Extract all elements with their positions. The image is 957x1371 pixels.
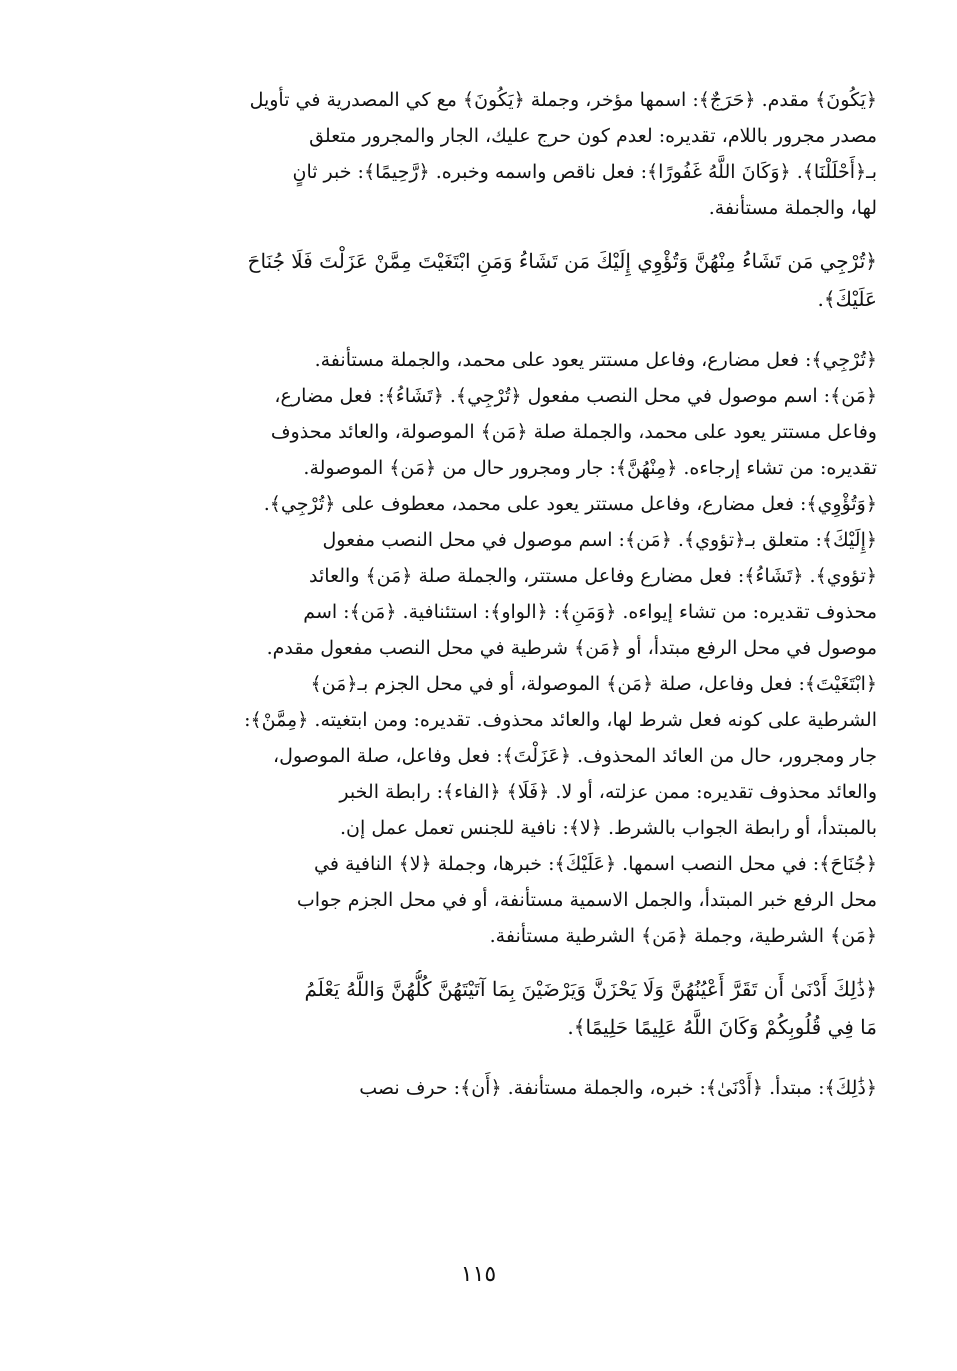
text-line: محل الرفع خبر المبتدأ، والجمل الاسمية مستأنفة، أو في محل الجزم جواب: [296, 889, 877, 911]
verse-line: مَا فِي قُلُوبِكُمْ وَكَانَ اللَّهُ عَلِيمًا حَلِيمًا﴾.: [567, 1015, 877, 1039]
text-line: الشرطية على كونه فعل شرط لها، والعائد محذوف. تقديره: ومن ابتغيته. ﴿مِمَّنْ﴾:: [244, 709, 877, 731]
text-line: وفاعل مستتر يعود على محمد، والجملة صلة ﴿مَن﴾ الموصولة، والعائد محذوف: [270, 421, 877, 443]
paragraph-1: [92, 82, 877, 226]
text-line: بالمبتدأ، أو رابطة الجواب بالشرط. ﴿لا﴾: نافية للجنس تعمل عمل إن.: [340, 817, 877, 839]
verse-line: ﴿ذَٰلِكَ أَدْنَىٰ أَن تَقَرَّ أَعْيُنُهُنَّ وَلَا يَحْزَنَّ وَيَرْضَيْنَ بِمَا آتَيْتَهُنَّ كُلُّهُنَّ وَاللَّهُ يَعْلَمُ: [304, 977, 877, 1001]
text-line: تقديره: من تشاء إرجاءه. ﴿مِنْهُنَّ﴾: جار ومجرور حال من ﴿مَن﴾ الموصولة.: [303, 457, 877, 479]
text-line: والعائد محذوف تقديره: ممن عزلته، أو لا. ﴿فَلَا﴾ ﴿الفاء﴾: رابطة الخبر: [339, 781, 877, 803]
text-line: ﴿مَن﴾: اسم موصول في محل النصب مفعول ﴿تُرْجِي﴾. ﴿تَشَاءُ﴾: فعل مضارع،: [274, 385, 877, 407]
text-line: موصول في محل الرفع مبتدأ، أو ﴿مَن﴾ شرطية في محل النصب مفعول مقدم.: [266, 637, 877, 659]
verse-line: ﴿تُرْجِي مَن تَشَاءُ مِنْهُنَّ وَتُؤْوِي إِلَيْكَ مَن تَشَاءُ وَمَنِ ابْتَغَيْتَ مِمَّنْ عَزَلْتَ فَلَا جُنَاحَ: [247, 249, 877, 273]
text-line: جار ومجرور، حال من العائد المحذوف. ﴿عَزَلْتَ﴾: فعل وفاعل، صلة الموصول،: [273, 745, 877, 767]
text-line: ﴿وَتُؤْوِي﴾: فعل مضارع، وفاعل مستتر يعود على محمد، معطوف على ﴿تُرْجِي﴾.: [263, 493, 877, 515]
text-line: ﴿تؤوي﴾. ﴿تَشَاءُ﴾: فعل مضارع وفاعل مستتر، والجملة صلة ﴿مَن﴾ والعائد: [309, 565, 877, 587]
document-page: [92, 82, 877, 1332]
text-line: ﴿يَكُونَ﴾ مقدم. ﴿حَرَجٌ﴾: اسمها مؤخر، وجملة ﴿يَكُونَ﴾ مع كي المصدرية في تأويل: [249, 89, 877, 111]
text-line: ﴿إِلَيْكَ﴾: متعلق بـ﴿تؤوي﴾. ﴿مَن﴾: اسم موصول في محل النصب مفعول: [322, 529, 877, 551]
paragraph-2: [92, 342, 877, 954]
text-line: مصدر مجرور باللام، تقديره: لعدم كون حرج عليك، الجار والمجرور متعلق: [309, 125, 877, 147]
text-line: ﴿جُنَاحَ﴾: في محل النصب اسمها. ﴿عَلَيْكَ﴾: خبرها، وجملة ﴿لا﴾ النافية في: [314, 853, 877, 875]
text-line: لها، والجملة مستأنفة.: [708, 197, 877, 219]
text-line: ﴿مَن﴾ الشرطية، وجملة ﴿مَن﴾ الشرطية مستأنفة.: [489, 925, 877, 947]
page-number: ١١٥: [460, 1262, 497, 1287]
text-line: ﴿تُرْجِي﴾: فعل مضارع، وفاعل مستتر يعود على محمد، والجملة مستأنفة.: [314, 349, 877, 371]
verse-line: عَلَيْكَ﴾.: [817, 287, 877, 311]
quran-verse-1: [92, 242, 877, 318]
quran-verse-2: [92, 970, 877, 1046]
text-line: بـ﴿أَحْلَلْنَا﴾. ﴿وَكَانَ اللَّهُ غَفُورًا﴾: فعل ناقص واسمه وخبره. ﴿رَّحِيمًا﴾: خبر ثانٍ: [292, 161, 877, 183]
text-line: ﴿ابْتَغَيْتَ﴾: فعل وفاعل، صلة ﴿مَن﴾ الموصولة، أو في محل الجزم بـ﴿مَن﴾: [310, 673, 877, 695]
text-line: محذوف تقديره: من تشاء إيواءه. ﴿وَمَنِ﴾: ﴿الواو﴾: استئنافية. ﴿مَن﴾: اسم: [303, 601, 877, 623]
text-line: ﴿ذَٰلِكَ﴾: مبتدأ. ﴿أَدْنَىٰ﴾: خبره، والجملة مستأنفة. ﴿أَن﴾: حرف نصب: [359, 1077, 877, 1099]
paragraph-3: [92, 1070, 877, 1106]
